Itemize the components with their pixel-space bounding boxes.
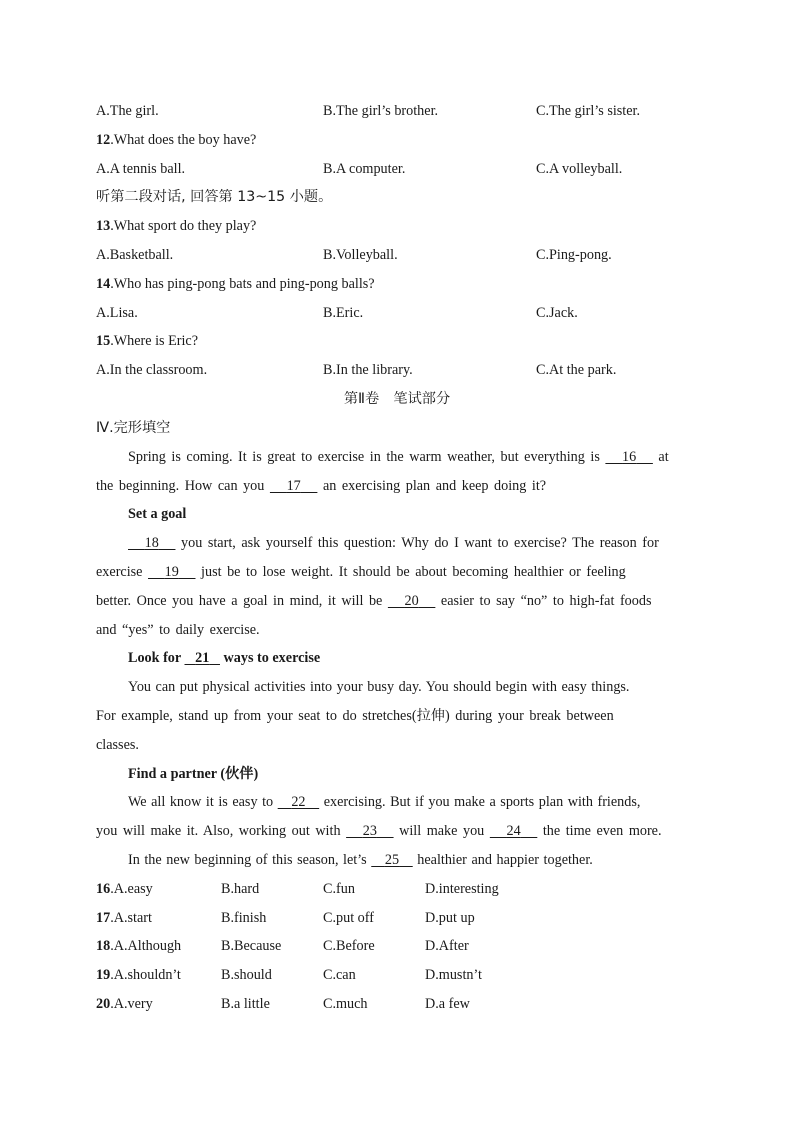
cloze-q18-number: 18 xyxy=(96,938,111,954)
q11-option-a: A.The girl. xyxy=(96,103,159,119)
cloze-q17-option-c: C.put off xyxy=(323,910,374,926)
cloze-q20-number: 20 xyxy=(96,996,111,1012)
blank-21-number: 21 xyxy=(195,650,210,666)
q12-option-b: B.A computer. xyxy=(323,161,406,177)
part2-title: 第Ⅱ卷 笔试部分 xyxy=(343,391,451,407)
q13-option-c: C.Ping-pong. xyxy=(536,247,612,263)
passage-line-6: and “yes” to daily exercise. xyxy=(96,622,260,638)
passage-line-5 xyxy=(96,591,651,611)
subheading-find-a-partner: Find a partner (伙伴) xyxy=(128,766,259,782)
passage-line-7: You can put physical activities into your busy day. You should begin with easy things. xyxy=(128,679,630,695)
cloze-q17-option-b: B.finish xyxy=(221,910,267,926)
cloze-q18-option-d: D.After xyxy=(425,938,469,954)
passage-line-2 xyxy=(96,476,546,496)
passage-text: healthier and happier together. xyxy=(417,852,593,868)
passage-line-10 xyxy=(128,792,640,812)
option-text: .A.shouldn’t xyxy=(110,967,181,983)
passage-text: exercise xyxy=(96,564,143,580)
blank-22-number: 22 xyxy=(291,794,306,810)
q15-number: 15 xyxy=(96,333,111,349)
passage-text: We all know it is easy to xyxy=(128,794,274,810)
passage-line-8: For example, stand up from your seat to do stretches(拉伸) during your break between xyxy=(96,708,614,724)
blank-24 xyxy=(490,821,537,841)
blank-24-number: 24 xyxy=(506,823,521,839)
blank-19-number: 19 xyxy=(164,564,179,580)
passage-text: the time even more. xyxy=(542,823,662,839)
section2-instruction: 听第二段对话, 回答第 13~15 小题。 xyxy=(96,189,333,205)
passage-text: exercising. But if you make a sports plan with friends, xyxy=(323,794,641,810)
q12-option-a: A.A tennis ball. xyxy=(96,161,186,177)
blank-16-number: 16 xyxy=(622,449,637,465)
subheading-text: ways to exercise xyxy=(223,650,321,666)
passage-line-3 xyxy=(128,533,659,553)
cloze-q17-option-a xyxy=(96,908,152,928)
q14-number: 14 xyxy=(96,276,111,292)
passage-line-1 xyxy=(128,447,669,467)
blank-20-number: 20 xyxy=(404,593,419,609)
cloze-q19-option-a xyxy=(96,965,181,985)
q13-number: 13 xyxy=(96,218,111,234)
passage-text: you start, ask yourself this question: Why do I want to exercise? The reason for xyxy=(181,535,659,551)
blank-22 xyxy=(278,792,319,812)
cloze-q20-option-d: D.a few xyxy=(425,996,470,1012)
q14-option-c: C.Jack. xyxy=(536,305,578,321)
cloze-q16-number: 16 xyxy=(96,881,111,897)
blank-17 xyxy=(270,476,317,496)
passage-line-4 xyxy=(96,562,626,582)
q14-question xyxy=(96,274,375,294)
cloze-q18-option-a xyxy=(96,936,181,956)
blank-23-number: 23 xyxy=(362,823,377,839)
cloze-heading: Ⅳ.完形填空 xyxy=(96,420,171,436)
blank-18-number: 18 xyxy=(144,535,159,551)
cloze-q16-option-b: B.hard xyxy=(221,881,260,897)
cloze-q20-option-a xyxy=(96,994,153,1014)
blank-25-number: 25 xyxy=(384,852,400,868)
blank-25 xyxy=(371,850,412,870)
blank-20 xyxy=(388,591,435,611)
cloze-q19-number: 19 xyxy=(96,967,111,983)
q15-option-a: A.In the classroom. xyxy=(96,362,208,378)
q15-text: .Where is Eric? xyxy=(110,333,199,349)
q11-option-c: C.The girl’s sister. xyxy=(536,103,641,119)
cloze-q20-option-c: C.much xyxy=(323,996,368,1012)
q12-question xyxy=(96,130,256,150)
passage-text: you will make it. Also, working out with xyxy=(96,823,341,839)
passage-line-11 xyxy=(96,821,662,841)
blank-16 xyxy=(605,447,652,467)
q12-number: 12 xyxy=(96,132,111,148)
subheading-text: Look for xyxy=(128,650,181,666)
blank-18 xyxy=(128,533,175,553)
cloze-q19-option-d: D.mustn’t xyxy=(425,967,482,983)
option-text: .A.start xyxy=(110,910,152,926)
option-text: .A.very xyxy=(110,996,153,1012)
passage-line-12 xyxy=(128,850,593,870)
subheading-set-a-goal: Set a goal xyxy=(128,506,187,522)
passage-line-9: classes. xyxy=(96,737,139,753)
passage-text: Spring is coming. It is great to exercise in the warm weather, but everything is xyxy=(128,449,600,465)
cloze-q16-option-d: D.interesting xyxy=(425,881,499,897)
q11-option-b: B.The girl’s brother. xyxy=(323,103,439,119)
cloze-q16-option-a xyxy=(96,879,153,899)
subheading-look-for xyxy=(128,648,320,668)
q13-option-a: A.Basketball. xyxy=(96,247,174,263)
q13-text: .What sport do they play? xyxy=(110,218,257,234)
q12-text: .What does the boy have? xyxy=(110,132,257,148)
passage-text: the beginning. How can you xyxy=(96,478,265,494)
q13-question xyxy=(96,216,256,236)
cloze-q19-option-c: C.can xyxy=(323,967,356,983)
passage-text: an exercising plan and keep doing it? xyxy=(322,478,547,494)
q15-option-c: C.At the park. xyxy=(536,362,617,378)
blank-19 xyxy=(148,562,195,582)
passage-text: just be to lose weight. It should be about becoming healthier or feeling xyxy=(201,564,626,580)
option-text: .A.Although xyxy=(110,938,182,954)
q14-option-a: A.Lisa. xyxy=(96,305,138,321)
cloze-q19-option-b: B.should xyxy=(221,967,272,983)
passage-text: better. Once you have a goal in mind, it will be xyxy=(96,593,383,609)
cloze-q16-option-c: C.fun xyxy=(323,881,355,897)
passage-text: easier to say “no” to high-fat foods xyxy=(440,593,652,609)
blank-17-number: 17 xyxy=(286,478,301,494)
option-text: .A.easy xyxy=(110,881,153,897)
passage-text: at xyxy=(658,449,669,465)
blank-23 xyxy=(346,821,393,841)
q15-option-b: B.In the library. xyxy=(323,362,413,378)
q14-option-b: B.Eric. xyxy=(323,305,364,321)
passage-text: will make you xyxy=(399,823,485,839)
blank-21 xyxy=(185,648,220,668)
q14-text: .Who has ping-pong bats and ping-pong balls? xyxy=(110,276,375,292)
q13-option-b: B.Volleyball. xyxy=(323,247,398,263)
q12-option-c: C.A volleyball. xyxy=(536,161,623,177)
cloze-q18-option-b: B.Because xyxy=(221,938,282,954)
cloze-q20-option-b: B.a little xyxy=(221,996,270,1012)
cloze-q17-number: 17 xyxy=(96,910,111,926)
q15-question xyxy=(96,331,198,351)
cloze-q18-option-c: C.Before xyxy=(323,938,375,954)
passage-text: In the new beginning of this season, let’s xyxy=(128,852,367,868)
cloze-q17-option-d: D.put up xyxy=(425,910,475,926)
